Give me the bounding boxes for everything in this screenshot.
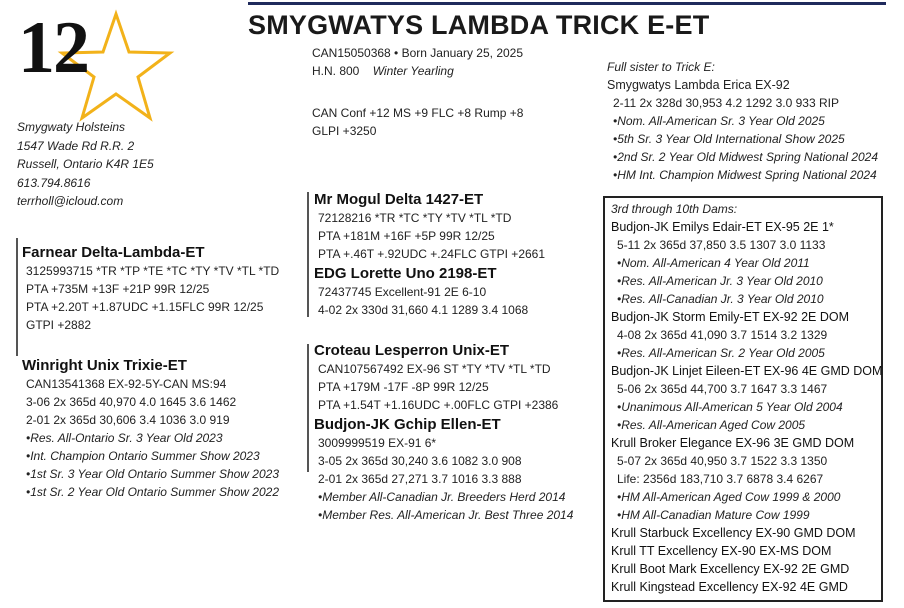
- sire-line: GTPI +2882: [26, 318, 92, 332]
- dam-of-sire-name: EDG Lorette Uno 2198-ET: [314, 265, 497, 282]
- dams-box: [603, 196, 883, 602]
- dam-entry-line: Life: 2356d 183,710 3.7 6878 3.4 6267: [617, 472, 824, 486]
- consignor-phone: 613.794.8616: [17, 175, 91, 190]
- dam-entry-award: •HM All-Canadian Mature Cow 1999: [617, 508, 810, 522]
- sire-of-sire-name: Mr Mogul Delta 1427-ET: [314, 191, 484, 208]
- consignor-email[interactable]: terrholl@icloud.com: [17, 194, 124, 208]
- animal-hn: H.N. 800: [312, 64, 360, 78]
- dam-of-sire-block: [314, 264, 528, 319]
- dam-entry-award: •Unanimous All-American 5 Year Old 2004: [617, 400, 843, 414]
- animal-info: [312, 44, 523, 80]
- dam-entry-award: •Res. All-American Jr. 3 Year Old 2010: [617, 274, 823, 288]
- dam-line: 2-01 2x 365d 30,606 3.4 1036 3.0 919: [26, 413, 230, 427]
- dam-entry-award: •Res. All-American Aged Cow 2005: [617, 418, 806, 432]
- consignor-address2: Russell, Ontario K4R 1E5: [17, 157, 154, 171]
- sire-line: 3125993715 *TR *TP *TE *TC *TY *TV *TL *TD: [26, 264, 280, 278]
- dam-line: 3-06 2x 365d 40,970 4.0 1645 3.6 1462: [26, 395, 237, 409]
- sister-award: •5th Sr. 3 Year Old International Show 2025: [613, 132, 845, 146]
- animal-genetics: [312, 104, 523, 140]
- dam-entry-name: Budjon-JK Storm Emily-ET EX-92 2E DOM: [611, 310, 850, 324]
- dam-side-bracket: [307, 344, 309, 472]
- dam-name: Winright Unix Trixie-ET: [22, 357, 187, 374]
- sire-block: [22, 243, 279, 334]
- dam-entry-award: •Res. All-Canadian Jr. 3 Year Old 2010: [617, 292, 824, 306]
- sire-bracket: [16, 238, 18, 356]
- sire-of-dam-block: [314, 341, 558, 414]
- consignor-address1: 1547 Wade Rd R.R. 2: [17, 138, 135, 153]
- sister-label: Full sister to Trick E:: [607, 60, 715, 74]
- sire-name: Farnear Delta-Lambda-ET: [22, 244, 205, 261]
- dam-block: [22, 356, 279, 501]
- sire-side-bracket: [307, 192, 309, 317]
- sire-of-sire-line: 72128216 *TR *TC *TY *TV *TL *TD: [318, 211, 512, 225]
- sire-of-sire-line: PTA +.46T +.92UDC +.24FLC GTPI +2661: [318, 247, 546, 261]
- dam-award: •1st Sr. 2 Year Old Ontario Summer Show 2022: [26, 485, 279, 499]
- sire-line: PTA +2.20T +1.87UDC +1.15FLC 99R 12/25: [26, 300, 264, 314]
- dam-award: •1st Sr. 3 Year Old Ontario Summer Show 2023: [26, 467, 279, 481]
- dams-heading: 3rd through 10th Dams:: [611, 202, 738, 216]
- sire-of-sire-line: PTA +181M +16F +5P 99R 12/25: [318, 229, 495, 243]
- sire-of-dam-line: PTA +179M -17F -8P 99R 12/25: [318, 380, 489, 394]
- dam-entry-award: •Nom. All-American 4 Year Old 2011: [617, 256, 810, 270]
- dam-entry-line: 5-11 2x 365d 37,850 3.5 1307 3.0 1133: [617, 238, 826, 252]
- dam-entry-award: •Res. All-American Sr. 2 Year Old 2005: [617, 346, 825, 360]
- dam-entry-name: Krull Broker Elegance EX-96 3E GMD DOM: [611, 436, 855, 450]
- sister-award: •Nom. All-American Sr. 3 Year Old 2025: [613, 114, 825, 128]
- sister-award: •2nd Sr. 2 Year Old Midwest Spring National 2024: [613, 150, 879, 164]
- dam-entry-name: Krull TT Excellency EX-90 EX-MS DOM: [611, 544, 832, 558]
- dam-of-dam-award: •Member All-Canadian Jr. Breeders Herd 2014: [318, 490, 566, 504]
- dam-award: •Res. All-Ontario Sr. 3 Year Old 2023: [26, 431, 223, 445]
- animal-conf: CAN Conf +12 MS +9 FLC +8 Rump +8: [312, 106, 524, 120]
- dam-of-dam-line: 3009999519 EX-91 6*: [318, 436, 437, 450]
- page-title: SMYGWATYS LAMBDA TRICK E-ET: [248, 10, 710, 40]
- dam-entry-line: 5-06 2x 365d 44,700 3.7 1647 3.3 1467: [617, 382, 828, 396]
- dam-entry-name: Budjon-JK Emilys Edair-ET EX-95 2E 1*: [611, 220, 834, 234]
- sister-record: 2-11 2x 328d 30,953 4.2 1292 3.0 933 RIP: [613, 96, 839, 110]
- sire-of-sire-block: [314, 190, 545, 263]
- dam-of-dam-line: 2-01 2x 365d 27,271 3.7 1016 3.3 888: [318, 472, 522, 486]
- dam-entry-name: Krull Starbuck Excellency EX-90 GMD DOM: [611, 526, 856, 540]
- sire-of-dam-line: PTA +1.54T +1.16UDC +.00FLC GTPI +2386: [318, 398, 559, 412]
- animal-hn-line: [312, 62, 523, 80]
- animal-reg-line: CAN15050368 • Born January 25, 2025: [312, 46, 524, 60]
- dam-of-dam-award: •Member Res. All-American Jr. Best Three 2014: [318, 508, 574, 522]
- dam-of-dam-block: [314, 415, 573, 524]
- dam-entry-line: 5-07 2x 365d 40,950 3.7 1522 3.3 1350: [617, 454, 828, 468]
- dam-entry-name: Budjon-JK Linjet Eileen-ET EX-96 4E GMD DOM: [611, 364, 883, 378]
- animal-gtpi: GLPI +3250: [312, 124, 377, 138]
- consignor-block: [17, 118, 154, 211]
- sister-award: •HM Int. Champion Midwest Spring National 2024: [613, 168, 877, 182]
- sire-of-dam-line: CAN107567492 EX-96 ST *TY *TV *TL *TD: [318, 362, 551, 376]
- dam-entry-line: 4-08 2x 365d 41,090 3.7 1514 3.2 1329: [617, 328, 828, 342]
- dam-of-dam-name: Budjon-JK Gchip Ellen-ET: [314, 416, 501, 433]
- dam-entry-name: Krull Kingstead Excellency EX-92 4E GMD: [611, 580, 848, 594]
- sire-line: PTA +735M +13F +21P 99R 12/25: [26, 282, 210, 296]
- consignor-name: Smygwaty Holsteins: [17, 120, 126, 134]
- sire-of-dam-name: Croteau Lesperron Unix-ET: [314, 342, 510, 359]
- dam-entry-name: Krull Boot Mark Excellency EX-92 2E GMD: [611, 562, 850, 576]
- dam-of-sire-line: 4-02 2x 330d 31,660 4.1 1289 3.4 1068: [318, 303, 529, 317]
- top-rule: [248, 2, 886, 5]
- sister-name: Smygwatys Lambda Erica EX-92: [607, 78, 790, 92]
- animal-class: Winter Yearling: [372, 64, 454, 78]
- dam-entry-award: •HM All-American Aged Cow 1999 & 2000: [617, 490, 841, 504]
- lot-number: 12: [18, 7, 88, 89]
- sister-block: [607, 58, 878, 184]
- dam-line: CAN13541368 EX-92-5Y-CAN MS:94: [26, 377, 227, 391]
- dam-of-dam-line: 3-05 2x 365d 30,240 3.6 1082 3.0 908: [318, 454, 522, 468]
- dam-award: •Int. Champion Ontario Summer Show 2023: [26, 449, 260, 463]
- dam-of-sire-line: 72437745 Excellent-91 2E 6-10: [318, 285, 487, 299]
